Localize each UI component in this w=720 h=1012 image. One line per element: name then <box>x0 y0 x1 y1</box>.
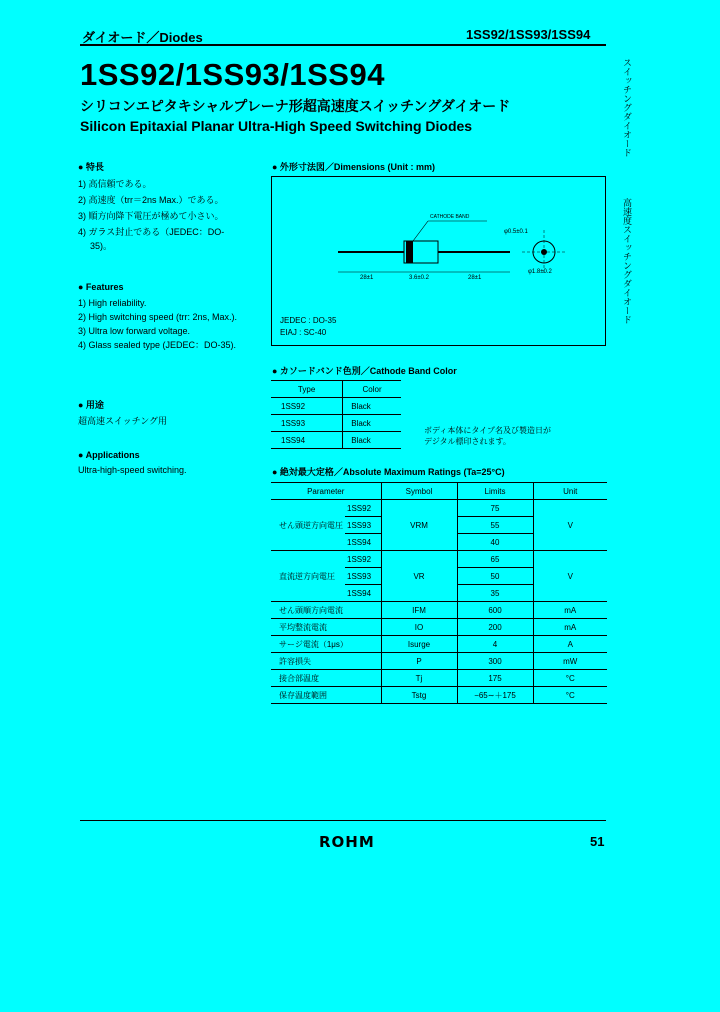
features-en-heading: ● Features <box>78 282 124 292</box>
right-lead-length-label: 28±1 <box>468 275 482 281</box>
band-color-heading: ● カソードバンド色別／Cathode Band Color <box>272 366 457 376</box>
io-symbol: IO <box>381 619 457 636</box>
uses-jp-section <box>78 398 263 428</box>
table-row <box>271 687 607 704</box>
tj-limit: 175 <box>457 670 533 687</box>
ifm-symbol: IFM <box>381 602 457 619</box>
feature-en-2: 2) High switching speed (trr: 2ns, Max.). <box>78 312 238 322</box>
isurge-parameter: サージ電流（1μs） <box>271 636 381 653</box>
tj-unit: °C <box>533 670 607 687</box>
vr-limit: 50 <box>457 568 533 585</box>
dimensions-drawing-box <box>271 176 606 346</box>
cathode-band-label: CATHODE BAND <box>430 214 470 220</box>
vr-parameter: 直流逆方向電圧 <box>271 551 345 602</box>
vrm-type: 1SS94 <box>345 534 381 551</box>
isurge-symbol: Isurge <box>381 636 457 653</box>
footer-rule <box>80 820 606 821</box>
tstg-parameter: 保存温度範囲 <box>271 687 381 704</box>
jedec-code: JEDEC : DO-35 <box>280 316 337 325</box>
feature-en-4: 4) Glass sealed type (JEDEC：DO-35). <box>78 340 237 350</box>
power-unit: mW <box>533 653 607 670</box>
diode-outline-drawing <box>272 177 605 297</box>
subtitle-english: Silicon Epitaxial Planar Ultra-High Speed Switching Diodes <box>80 118 473 134</box>
dimensions-heading: ● 外形寸法図／Dimensions (Unit : mm) <box>272 162 435 172</box>
ratings-heading: ● 絶対最大定格／Absolute Maximum Ratings (Ta=25°C) <box>272 467 505 477</box>
table-row <box>271 636 607 653</box>
ratings-table <box>271 482 607 704</box>
body-diameter-label: φ1.8±0.2 <box>528 269 552 275</box>
vr-unit: V <box>533 551 607 602</box>
table-row <box>271 602 607 619</box>
band-note-line-1: ボディ本体にタイプ名及び製造日が <box>424 426 551 435</box>
tstg-symbol: Tstg <box>381 687 457 704</box>
ratings-col-parameter: Parameter <box>271 483 381 500</box>
band-color-cell: Black <box>343 398 401 415</box>
applications-section <box>78 450 263 477</box>
ratings-col-unit: Unit <box>533 483 607 500</box>
body-length-label: 3.6±0.2 <box>409 275 429 281</box>
tstg-unit: °C <box>533 687 607 704</box>
vrm-limit: 40 <box>457 534 533 551</box>
side-tab-high-speed: 高速度スイッチングダイオード <box>622 198 632 324</box>
table-row <box>271 500 607 517</box>
feature-en-3: 3) Ultra low forward voltage. <box>78 326 191 336</box>
feature-jp-4-cont: 35)。 <box>90 241 113 251</box>
vrm-type: 1SS93 <box>345 517 381 534</box>
vr-type: 1SS92 <box>345 551 381 568</box>
band-type-cell: 1SS93 <box>271 415 343 432</box>
features-jp-section <box>78 160 263 253</box>
subtitle-japanese: シリコンエピタキシャルプレーナ形超高速度スイッチングダイオード <box>80 98 511 114</box>
cathode-band <box>406 241 413 263</box>
applications-text: Ultra-high-speed switching. <box>78 465 187 475</box>
page-title: 1SS92/1SS93/1SS94 <box>80 57 385 92</box>
vr-type: 1SS93 <box>345 568 381 585</box>
rohm-logo: ROHM <box>319 833 375 851</box>
power-parameter: 許容損失 <box>271 653 381 670</box>
ratings-col-symbol: Symbol <box>381 483 457 500</box>
band-col-color: Color <box>343 381 401 398</box>
feature-jp-1: 1) 高信頼である。 <box>78 179 152 189</box>
cathode-leader-line <box>413 221 428 241</box>
vrm-limit: 75 <box>457 500 533 517</box>
band-type-cell: 1SS94 <box>271 432 343 449</box>
header-part-numbers: 1SS92/1SS93/1SS94 <box>466 27 591 42</box>
table-row <box>271 398 401 415</box>
io-unit: mA <box>533 619 607 636</box>
band-color-cell: Black <box>343 415 401 432</box>
header-rule <box>80 44 606 46</box>
side-tab-switching: スイッチングダイオード <box>622 58 632 157</box>
band-type-cell: 1SS92 <box>271 398 343 415</box>
vrm-unit: V <box>533 500 607 551</box>
band-note <box>424 425 551 447</box>
left-lead-length-label: 28±1 <box>360 275 374 281</box>
vr-limit: 35 <box>457 585 533 602</box>
feature-jp-4: 4) ガラス封止である（JEDEC：DO- <box>78 227 225 237</box>
features-jp-heading: ● 特長 <box>78 162 104 172</box>
band-col-type: Type <box>271 381 343 398</box>
uses-jp-heading: ● 用途 <box>78 400 104 410</box>
vrm-limit: 55 <box>457 517 533 534</box>
vrm-symbol: VRM <box>381 500 457 551</box>
io-parameter: 平均整流電流 <box>271 619 381 636</box>
band-color-cell: Black <box>343 432 401 449</box>
table-row <box>271 653 607 670</box>
feature-jp-3: 3) 順方向降下電圧が極めて小さい。 <box>78 211 224 221</box>
table-row <box>271 619 607 636</box>
features-en-section <box>78 282 263 352</box>
table-row <box>271 415 401 432</box>
ratings-col-limits: Limits <box>457 483 533 500</box>
lead-diameter-label: φ0.5±0.1 <box>504 229 528 235</box>
vr-type: 1SS94 <box>345 585 381 602</box>
table-row <box>271 432 401 449</box>
band-note-line-2: デジタル標印されます。 <box>424 437 511 446</box>
ifm-limit: 600 <box>457 602 533 619</box>
tstg-limit: −65∼＋175 <box>457 687 533 704</box>
band-color-table <box>271 380 401 449</box>
vr-limit: 65 <box>457 551 533 568</box>
io-limit: 200 <box>457 619 533 636</box>
ifm-parameter: せん頭順方向電流 <box>271 602 381 619</box>
page-number: 51 <box>590 834 605 849</box>
vrm-type: 1SS92 <box>345 500 381 517</box>
vr-symbol: VR <box>381 551 457 602</box>
tj-symbol: Tj <box>381 670 457 687</box>
table-row <box>271 551 607 568</box>
isurge-limit: 4 <box>457 636 533 653</box>
feature-en-1: 1) High reliability. <box>78 298 147 308</box>
table-row <box>271 670 607 687</box>
eiaj-code: EIAJ : SC-40 <box>280 328 327 337</box>
vrm-parameter: せん頭逆方向電圧 <box>271 500 345 551</box>
isurge-unit: A <box>533 636 607 653</box>
ifm-unit: mA <box>533 602 607 619</box>
uses-jp-text: 超高速スイッチング用 <box>78 416 168 426</box>
header-category: ダイオード／Diodes <box>82 30 203 45</box>
feature-jp-2: 2) 高速度（trr＝2ns Max.）である。 <box>78 195 224 205</box>
tj-parameter: 接合部温度 <box>271 670 381 687</box>
power-symbol: P <box>381 653 457 670</box>
applications-heading: ● Applications <box>78 450 140 460</box>
power-limit: 300 <box>457 653 533 670</box>
